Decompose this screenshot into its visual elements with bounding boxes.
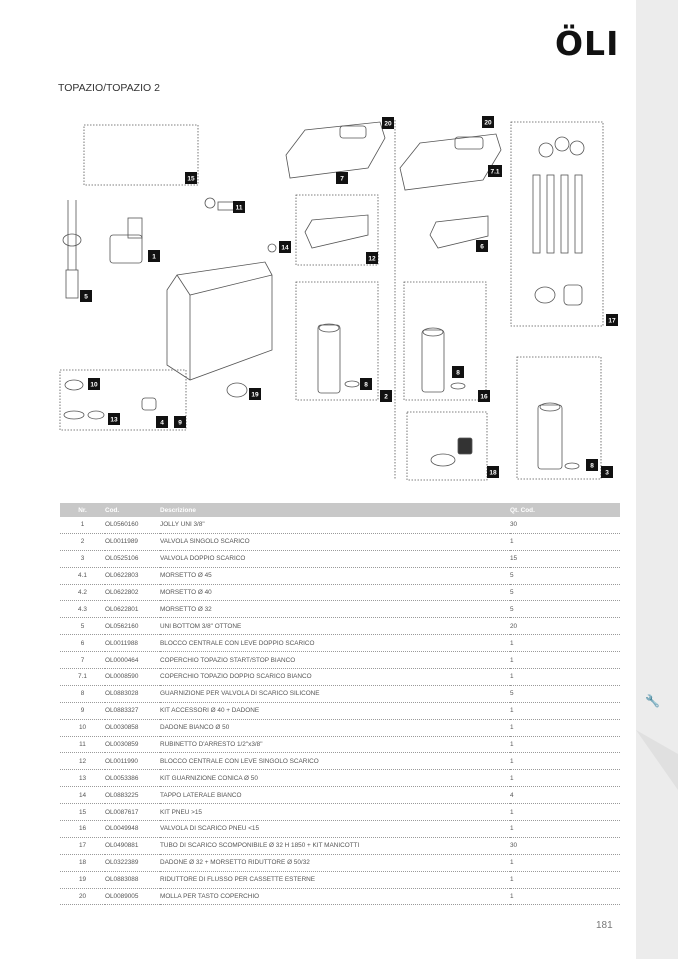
table-row <box>60 669 620 686</box>
cell-desc: DADONE Ø 32 + MORSETTO RIDUTTORE Ø 50/32 <box>160 854 510 871</box>
cell-nr: 7.1 <box>60 669 105 686</box>
svg-text:12: 12 <box>368 255 376 263</box>
cell-desc: VALVOLA DOPPIO SCARICO <box>160 550 510 567</box>
cell-desc: RIDUTTORE DI FLUSSO PER CASSETTE ESTERNE <box>160 871 510 888</box>
table-row <box>60 854 620 871</box>
cell-nr: 9 <box>60 702 105 719</box>
cell-nr: 1 <box>60 517 105 533</box>
cell-desc: KIT PNEU >15 <box>160 804 510 821</box>
cell-nr: 19 <box>60 871 105 888</box>
header-desc: Descrizione <box>160 506 196 514</box>
svg-text:11: 11 <box>235 204 243 212</box>
table-row <box>60 618 620 635</box>
cell-qt: 1 <box>510 719 620 736</box>
cell-qt: 1 <box>510 804 620 821</box>
cell-qt: 1 <box>510 753 620 770</box>
table-body <box>60 517 620 905</box>
table-row <box>60 888 620 905</box>
cell-nr: 4.3 <box>60 601 105 618</box>
cell-cod: OL0883225 <box>105 787 160 804</box>
cell-nr: 12 <box>60 753 105 770</box>
svg-text:8: 8 <box>590 462 594 470</box>
cell-cod: OL0011989 <box>105 533 160 550</box>
table-row <box>60 533 620 550</box>
cell-nr: 5 <box>60 618 105 635</box>
callout-8c <box>586 459 598 471</box>
table-row <box>60 837 620 854</box>
cell-desc: VALVOLA DI SCARICO PNEU <15 <box>160 821 510 838</box>
cell-cod: OL0883327 <box>105 702 160 719</box>
header-qt: Qt. Cod. <box>510 506 535 514</box>
cell-cod: OL0562160 <box>105 618 160 635</box>
cell-desc: MOLLA PER TASTO COPERCHIO <box>160 888 510 905</box>
callout-2 <box>380 390 392 402</box>
cell-qt: 15 <box>510 550 620 567</box>
cell-desc: UNI BOTTOM 3/8" OTTONE <box>160 618 510 635</box>
cell-nr: 16 <box>60 821 105 838</box>
callout-19 <box>249 388 261 400</box>
svg-text:20: 20 <box>484 119 492 127</box>
cell-qt: 30 <box>510 837 620 854</box>
cell-nr: 11 <box>60 736 105 753</box>
cell-cod: OL0030858 <box>105 719 160 736</box>
svg-text:7.1: 7.1 <box>490 168 500 176</box>
callout-7-1 <box>488 165 502 177</box>
svg-text:18: 18 <box>489 469 497 477</box>
callout-8b <box>452 366 464 378</box>
cell-qt: 1 <box>510 533 620 550</box>
table-row <box>60 804 620 821</box>
cell-desc: RUBINETTO D'ARRESTO 1/2"x3/8" <box>160 736 510 753</box>
table-row <box>60 601 620 618</box>
header-nr: Nr. <box>78 506 87 514</box>
cell-nr: 2 <box>60 533 105 550</box>
cell-desc: TAPPO LATERALE BIANCO <box>160 787 510 804</box>
cell-nr: 20 <box>60 888 105 905</box>
svg-text:16: 16 <box>480 393 488 401</box>
callout-16 <box>478 390 490 402</box>
cell-desc: VALVOLA SINGOLO SCARICO <box>160 533 510 550</box>
svg-text:8: 8 <box>456 369 460 377</box>
cell-desc: KIT ACCESSORI Ø 40 + DADONE <box>160 702 510 719</box>
cell-nr: 6 <box>60 635 105 652</box>
cell-qt: 1 <box>510 821 620 838</box>
cell-desc: MORSETTO Ø 40 <box>160 584 510 601</box>
callout-4 <box>156 416 168 428</box>
cell-cod: OL0622802 <box>105 584 160 601</box>
cell-qt: 1 <box>510 854 620 871</box>
cell-nr: 14 <box>60 787 105 804</box>
cell-cod: OL0011988 <box>105 635 160 652</box>
brand-logo: ÖLI <box>555 24 620 63</box>
cell-desc: MORSETTO Ø 32 <box>160 601 510 618</box>
cell-cod: OL0525106 <box>105 550 160 567</box>
cell-desc: MORSETTO Ø 45 <box>160 567 510 584</box>
cell-desc: DADONE BIANCO Ø 50 <box>160 719 510 736</box>
table-row <box>60 719 620 736</box>
cell-qt: 1 <box>510 702 620 719</box>
callout-3 <box>601 466 613 478</box>
table-row <box>60 753 620 770</box>
callout-10 <box>88 378 100 390</box>
svg-text:10: 10 <box>90 381 98 389</box>
parts-table <box>60 503 620 905</box>
cell-cod: OL0322389 <box>105 854 160 871</box>
cell-qt: 1 <box>510 635 620 652</box>
cell-nr: 3 <box>60 550 105 567</box>
callout-13 <box>108 413 120 425</box>
cell-qt: 1 <box>510 652 620 669</box>
cell-cod: OL0008590 <box>105 669 160 686</box>
cell-desc: COPERCHIO TOPAZIO START/STOP BIANCO <box>160 652 510 669</box>
cell-cod: OL0622803 <box>105 567 160 584</box>
svg-text:8: 8 <box>364 381 368 389</box>
svg-text:4: 4 <box>160 419 164 427</box>
cell-qt: 1 <box>510 888 620 905</box>
table-row <box>60 736 620 753</box>
cell-cod: OL0011990 <box>105 753 160 770</box>
callout-15 <box>185 172 197 184</box>
callout-20b <box>482 116 494 128</box>
callout-17 <box>606 314 618 326</box>
cell-nr: 15 <box>60 804 105 821</box>
cell-cod: OL0030859 <box>105 736 160 753</box>
cell-desc: COPERCHIO TOPAZIO DOPPIO SCARICO BIANCO <box>160 669 510 686</box>
callout-5 <box>80 290 92 302</box>
callout-14 <box>279 241 291 253</box>
table-header-row <box>60 503 620 517</box>
table-row <box>60 584 620 601</box>
svg-text:17: 17 <box>608 317 616 325</box>
svg-text:1: 1 <box>152 253 156 261</box>
svg-text:6: 6 <box>480 243 484 251</box>
cell-cod: OL0490881 <box>105 837 160 854</box>
cell-cod: OL0883088 <box>105 871 160 888</box>
cell-desc: BLOCCO CENTRALE CON LEVE SINGOLO SCARICO <box>160 753 510 770</box>
table-row <box>60 685 620 702</box>
callout-18 <box>487 466 499 478</box>
cell-qt: 4 <box>510 787 620 804</box>
cell-nr: 10 <box>60 719 105 736</box>
side-tab <box>636 0 678 959</box>
table-row <box>60 770 620 787</box>
cell-qt: 1 <box>510 736 620 753</box>
cell-qt: 20 <box>510 618 620 635</box>
cell-qt: 1 <box>510 871 620 888</box>
callout-1 <box>148 250 160 262</box>
callout-12 <box>366 252 378 264</box>
cell-cod: OL0622801 <box>105 601 160 618</box>
cell-desc: GUARNIZIONE PER VALVOLA DI SCARICO SILICONE <box>160 685 510 702</box>
table-row <box>60 871 620 888</box>
cell-desc: KIT GUARNIZIONE CONICA Ø 50 <box>160 770 510 787</box>
cell-nr: 13 <box>60 770 105 787</box>
cell-qt: 1 <box>510 770 620 787</box>
svg-text:20: 20 <box>384 120 392 128</box>
table-row <box>60 517 620 533</box>
cell-desc: BLOCCO CENTRALE CON LEVE DOPPIO SCARICO <box>160 635 510 652</box>
cell-cod: OL0053386 <box>105 770 160 787</box>
cell-nr: 4.1 <box>60 567 105 584</box>
callout-9 <box>174 416 186 428</box>
cell-qt: 5 <box>510 584 620 601</box>
table-row <box>60 702 620 719</box>
svg-text:9: 9 <box>178 419 182 427</box>
cell-qt: 5 <box>510 601 620 618</box>
callout-7 <box>336 172 348 184</box>
callout-20a <box>382 117 394 129</box>
cell-cod: OL0049948 <box>105 821 160 838</box>
svg-text:7: 7 <box>340 175 344 183</box>
svg-text:14: 14 <box>281 244 289 252</box>
table-row <box>60 787 620 804</box>
svg-text:5: 5 <box>84 293 88 301</box>
callout-11 <box>233 201 245 213</box>
cell-qt: 5 <box>510 685 620 702</box>
cell-cod: OL0000464 <box>105 652 160 669</box>
page-title: TOPAZIO/TOPAZIO 2 <box>58 82 160 94</box>
page-number: 181 <box>596 920 613 931</box>
cell-nr: 8 <box>60 685 105 702</box>
table-row <box>60 550 620 567</box>
callout-6 <box>476 240 488 252</box>
table-row <box>60 567 620 584</box>
cell-qt: 5 <box>510 567 620 584</box>
svg-text:13: 13 <box>110 416 118 424</box>
cell-nr: 4.2 <box>60 584 105 601</box>
table-row <box>60 635 620 652</box>
cell-cod: OL0089005 <box>105 888 160 905</box>
exploded-parts-diagram <box>50 110 630 490</box>
cell-desc: TUBO DI SCARICO SCOMPONIBILE Ø 32 H 1850 + KIT MANICOTTI <box>160 837 510 854</box>
cell-desc: JOLLY UNI 3/8" <box>160 517 510 533</box>
header-cod: Cod. <box>105 506 120 514</box>
svg-text:19: 19 <box>251 391 259 399</box>
cell-cod: OL0087617 <box>105 804 160 821</box>
svg-text:2: 2 <box>384 393 388 401</box>
cell-cod: OL0560160 <box>105 517 160 533</box>
cell-cod: OL0883028 <box>105 685 160 702</box>
callout-8a <box>360 378 372 390</box>
cell-nr: 7 <box>60 652 105 669</box>
cell-qt: 30 <box>510 517 620 533</box>
table-row <box>60 821 620 838</box>
wrench-icon: 🔧 <box>645 694 660 708</box>
cell-qt: 1 <box>510 669 620 686</box>
svg-text:3: 3 <box>605 469 609 477</box>
cell-nr: 18 <box>60 854 105 871</box>
table-row <box>60 652 620 669</box>
svg-text:15: 15 <box>187 175 195 183</box>
cell-nr: 17 <box>60 837 105 854</box>
